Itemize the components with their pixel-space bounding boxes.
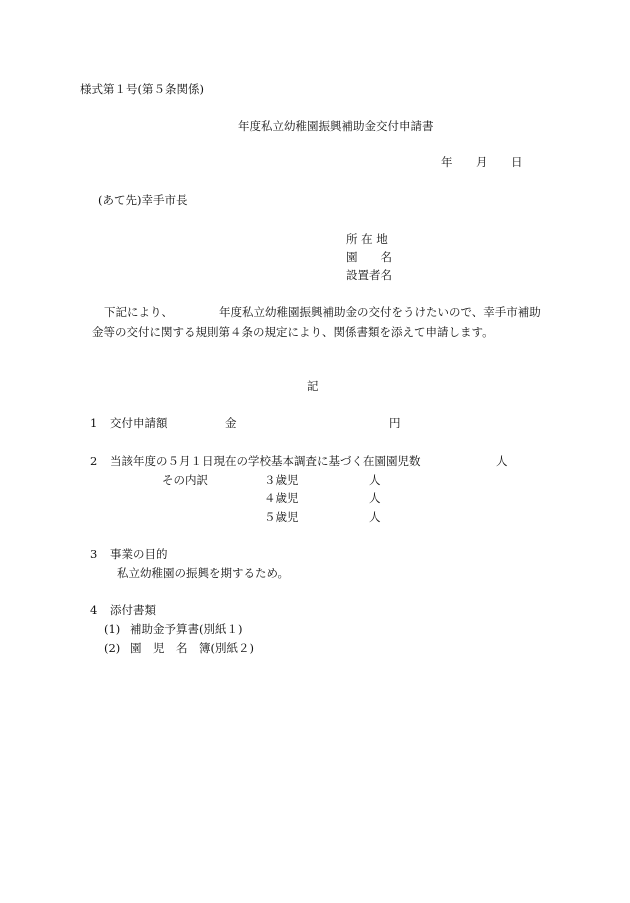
- item3-label: 事業の目的: [110, 547, 168, 561]
- applicant-founder-label: 設置者名: [346, 268, 392, 282]
- item2-unit: 人: [496, 454, 508, 468]
- attachment-2-text: 園 児 名 簿(別紙２): [130, 641, 254, 655]
- item3-text: 私立幼稚園の振興を期するため。: [117, 566, 290, 580]
- item1-unit: 円: [389, 416, 401, 430]
- page-title: 年度私立幼稚園振興補助金交付申請書: [238, 119, 434, 133]
- date-month-label: 月: [476, 155, 488, 169]
- item2-breakdown-label: その内訳: [162, 473, 208, 487]
- item2-number: 2: [90, 454, 98, 468]
- date-day-label: 日: [511, 155, 523, 169]
- body-text-line2: 金等の交付に関する規則第４条の規定により、関係書類を添えて申請します。: [92, 325, 494, 339]
- item4-number: 4: [90, 603, 98, 617]
- ki-heading: 記: [307, 379, 319, 393]
- body-text-line1-start: 下記により、: [104, 305, 173, 319]
- age-5-label: ５歳児: [264, 510, 299, 524]
- item1-currency-prefix: 金: [225, 416, 237, 430]
- attachment-2-number: (2): [104, 641, 121, 655]
- item4-label: 添付書類: [110, 603, 156, 617]
- attachment-1-text: 補助金予算書(別紙１): [130, 622, 243, 636]
- age-3-label: ３歳児: [264, 473, 299, 487]
- age-4-unit: 人: [369, 491, 381, 505]
- item3-number: 3: [90, 547, 98, 561]
- age-3-unit: 人: [369, 473, 381, 487]
- applicant-kindergarten-label: 園 名: [346, 250, 392, 264]
- item1-label: 交付申請額: [110, 416, 168, 430]
- age-5-unit: 人: [369, 510, 381, 524]
- addressee: (あて先)幸手市長: [98, 193, 188, 207]
- item1-number: 1: [90, 416, 98, 430]
- age-4-label: ４歳児: [264, 491, 299, 505]
- form-number: 様式第１号(第５条関係): [80, 82, 204, 96]
- item2-label: 当該年度の５月１日現在の学校基本調査に基づく在園園児数: [110, 454, 421, 468]
- body-text-line1-end: 年度私立幼稚園振興補助金の交付をうけたいので、幸手市補助: [219, 305, 541, 319]
- applicant-location-label: 所 在 地: [346, 232, 388, 246]
- attachment-1-number: (1): [104, 622, 121, 636]
- date-year-label: 年: [441, 155, 453, 169]
